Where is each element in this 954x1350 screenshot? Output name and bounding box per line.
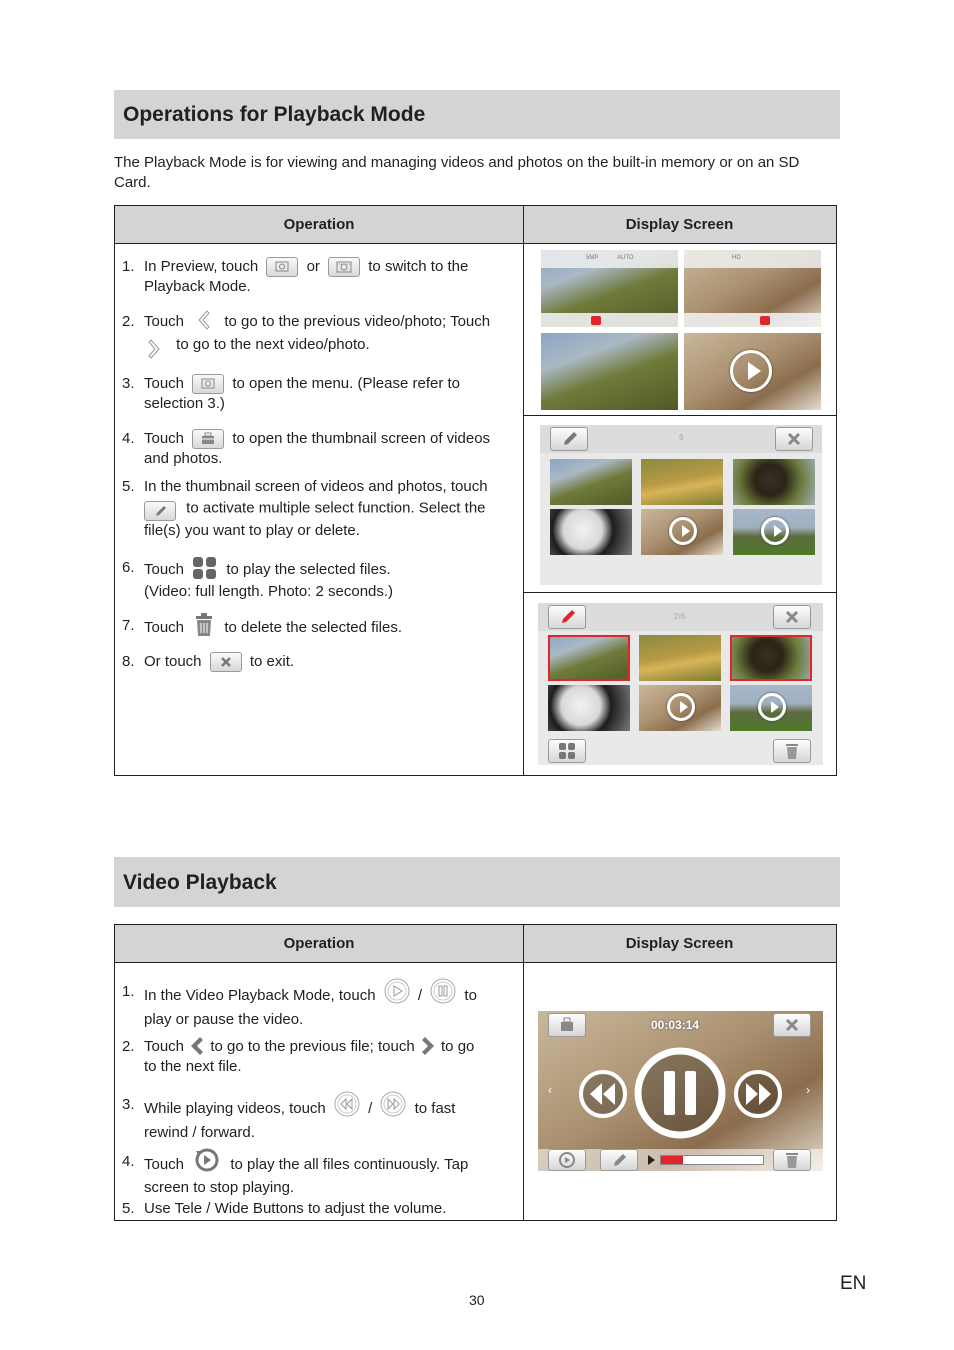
header-display-screen: Display Screen (625, 216, 734, 233)
repeat-icon (194, 1147, 220, 1173)
section-title: Video Playback (123, 871, 277, 894)
operations-table: Operation Display Screen 1. In Preview, touch or to switch to the Playback Mode. 2. Touch to go to the previous video/photo; Touch to go to the next video/photo. 3. Touch to open the menu. (Please refer to selection 3.) 4. Touch to open the thumbnail screen of videos and photos. 5. In the thumbnail screen of videos and photos, touch to activate multiple select function. Select the file(s) you want to play or delete. 6. Touch to play the selected files. (Video: full length. Photo: 2 seconds.) 7. Touch to delete the selected files. 8. Or touch to exit. 5MP AUTO HD 6 2/6 (114, 205, 837, 776)
rewind-icon (333, 1090, 361, 1118)
pencil-icon (144, 501, 176, 521)
menu-icon (192, 374, 224, 394)
intro-paragraph: The Playback Mode is for viewing and managing videos and photos on the built-in memory or on an SD Card. (114, 154, 800, 191)
close-icon (773, 1013, 811, 1037)
thumbnail-icon (192, 429, 224, 449)
trash-icon (773, 1149, 811, 1171)
giraffe-photo (541, 333, 678, 410)
play-icon (758, 693, 786, 721)
play-selected-icon (548, 739, 586, 763)
section-header-video-playback (114, 857, 840, 907)
chevron-right-icon: › (806, 1083, 810, 1097)
thumb-count: 6 (679, 433, 684, 442)
section-title: Operations for Playback Mode (123, 103, 426, 126)
section-header-playback-mode (114, 90, 840, 139)
chevron-left-icon: ‹ (548, 1083, 552, 1097)
record-mode-icon (591, 316, 601, 325)
play-icon (730, 350, 772, 392)
giraffe-photo (541, 250, 678, 327)
trash-icon (773, 739, 811, 763)
video-playback-icon (328, 257, 360, 277)
close-icon (773, 605, 811, 629)
selection-box (548, 635, 630, 681)
language-label: EN (840, 1273, 867, 1294)
chevron-left-icon (194, 309, 214, 329)
thumbnail-video (733, 509, 815, 555)
rewind-icon (578, 1069, 628, 1119)
timecode: 00:03:14 (651, 1018, 700, 1032)
close-icon (210, 652, 242, 672)
trash-icon (194, 613, 214, 637)
photo-playback-icon (266, 257, 298, 277)
photo-size-label: 5MP (586, 255, 599, 261)
playback-screens-preview (541, 250, 821, 410)
pencil-icon (600, 1149, 638, 1171)
progress-bar[interactable] (660, 1155, 764, 1165)
multi-select-screen (538, 603, 823, 765)
page-number: 30 (469, 1292, 485, 1308)
chevron-left-icon (188, 1035, 206, 1055)
meerkat-photo (684, 250, 821, 327)
pencil-icon (548, 605, 586, 629)
chevron-right-icon (419, 1035, 437, 1055)
auto-label: AUTO (617, 255, 634, 261)
play-selected-icon (192, 556, 218, 580)
close-icon (775, 427, 813, 451)
hd-label: HD (732, 255, 741, 261)
thumbnail (548, 685, 630, 731)
play-icon (383, 977, 411, 1005)
table-header (115, 925, 836, 963)
row-divider (523, 415, 836, 416)
thumbnail-video (641, 509, 723, 555)
column-divider (523, 925, 524, 1220)
table-header (115, 206, 836, 244)
thumbnail (639, 635, 721, 681)
thumbnail-icon (548, 1013, 586, 1037)
select-count: 2/6 (674, 612, 686, 621)
row-divider (523, 592, 836, 593)
thumbnail (550, 509, 632, 555)
chevron-right-icon (144, 338, 164, 358)
play-icon (669, 517, 697, 545)
header-operation: Operation (283, 935, 355, 952)
progress-fill (661, 1156, 683, 1164)
header-display-screen: Display Screen (625, 935, 734, 952)
repeat-icon (548, 1149, 586, 1171)
pause-icon (634, 1047, 726, 1139)
play-indicator-icon (648, 1155, 655, 1165)
play-icon (667, 693, 695, 721)
fast-forward-icon (379, 1090, 407, 1118)
video-playback-table: Operation Display Screen 1. In the Video Playback Mode, touch / to play or pause the video. 2. Touch to go to the previous file; touch to go to the next file. 3. While playing videos, touch / to fast rewind / forward. 4. Touch to play the all files continuously. Tap screen to stop playing. 5. Use Tele / Wide Buttons to adjust the volume. 00:03:14 ‹ › (114, 924, 837, 1221)
video-playback-screen (538, 1011, 823, 1171)
meerkat-video (684, 333, 821, 410)
pause-icon (429, 977, 457, 1005)
thumbnail (733, 459, 815, 505)
thumbnail-screen (540, 425, 822, 585)
thumbnail-video (730, 685, 812, 731)
thumbnail (641, 459, 723, 505)
record-mode-icon (760, 316, 770, 325)
play-icon (761, 517, 789, 545)
pencil-icon (550, 427, 588, 451)
header-operation: Operation (283, 216, 355, 233)
column-divider (523, 206, 524, 775)
selection-box (730, 635, 812, 681)
thumbnail (550, 459, 632, 505)
fast-forward-icon (733, 1069, 783, 1119)
thumbnail-video (639, 685, 721, 731)
